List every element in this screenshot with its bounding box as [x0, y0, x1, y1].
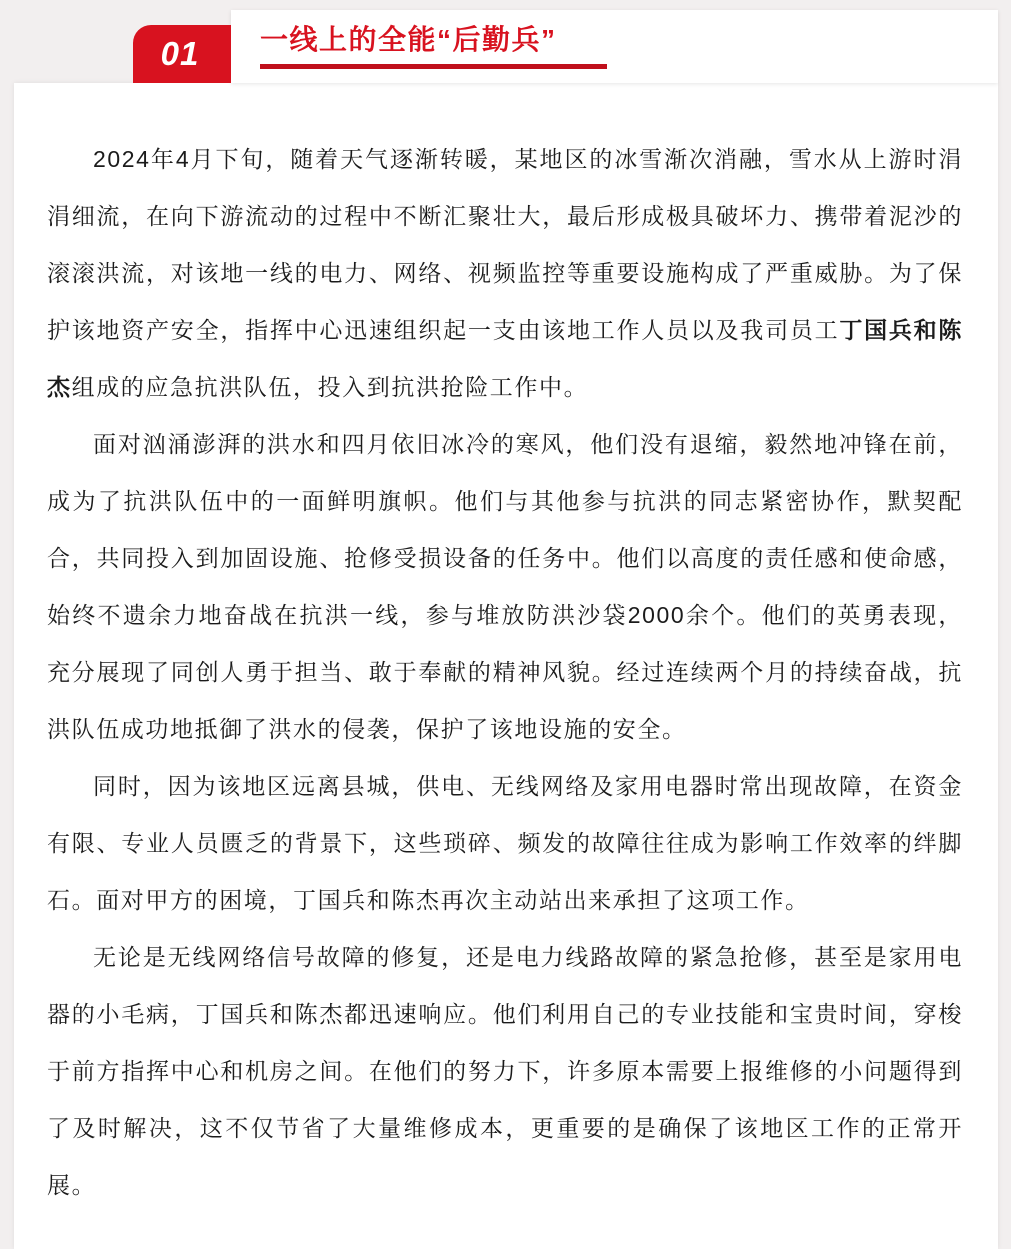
- paragraph-text: 2024年4月下旬，随着天气逐渐转暖，某地区的冰雪渐次消融，雪水从上游时涓涓细流，在向下游流动的过程中不断汇聚壮大，最后形成极具破坏力、携带着泥沙的滚滚洪流，对该地一线的电力、网络、视频监控等重要设施构成了严重威胁。为了保护该地资产安全，指挥中心迅速组织起一支由该地工作人员以及我司员工: [47, 146, 963, 343]
- section-number-badge: [133, 25, 231, 83]
- paragraph-text: 面对汹涌澎湃的洪水和四月依旧冰冷的寒风，他们没有退缩，毅然地冲锋在前，成为了抗洪队伍中的一面鲜明旗帜。他们与其他参与抗洪的同志紧密协作，默契配合，共同投入到加固设施、抢修受损设备的任务中。他们以高度的责任感和使命感，始终不遗余力地奋战在抗洪一线，参与堆放防洪沙袋2000余个。他们的英勇表现，充分展现了同创人勇于担当、敢于奉献的精神风貌。经过连续两个月的持续奋战，抗洪队伍成功地抵御了洪水的侵袭，保护了该地设施的安全。: [47, 431, 963, 742]
- paragraph: [47, 131, 963, 416]
- paragraph-text: 无论是无线网络信号故障的修复，还是电力线路故障的紧急抢修，甚至是家用电器的小毛病，丁国兵和陈杰都迅速响应。他们利用自己的专业技能和宝贵时间，穿梭于前方指挥中心和机房之间。在他们的努力下，许多原本需要上报维修的小问题得到了及时解决，这不仅节省了大量维修成本，更重要的是确保了该地区工作的正常开展。: [47, 944, 963, 1198]
- section-title-box: [231, 10, 998, 83]
- paragraph: [47, 758, 963, 929]
- person-names-bold: 丁国兵和陈杰: [47, 317, 964, 400]
- paragraph: [47, 416, 963, 758]
- paragraph-text: 同时，因为该地区远离县城，供电、无线网络及家用电器时常出现故障，在资金有限、专业人员匮乏的背景下，这些琐碎、频发的故障往往成为影响工作效率的绊脚石。面对甲方的困境，丁国兵和陈杰再次主动站出来承担了这项工作。: [47, 773, 963, 913]
- section-title: 一线上的全能“后勤兵”: [260, 24, 557, 55]
- title-underline: [260, 64, 607, 69]
- section-number-label: 01: [160, 35, 200, 72]
- article-body: [14, 83, 998, 1249]
- paragraph-text: 组成的应急抗洪队伍，投入到抗洪抢险工作中。: [71, 374, 589, 400]
- paragraph: [47, 929, 963, 1214]
